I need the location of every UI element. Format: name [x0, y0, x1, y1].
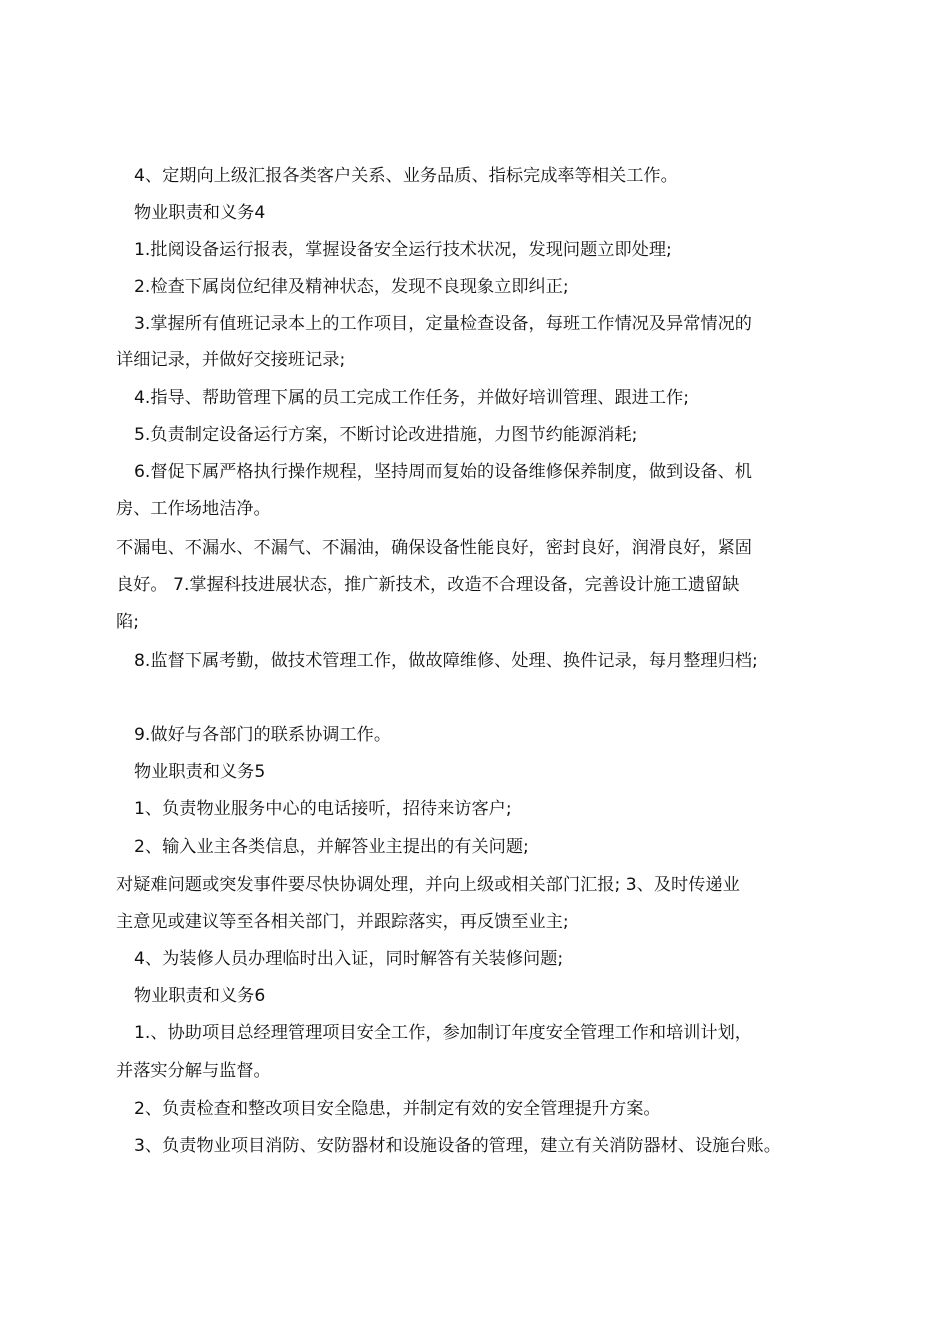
text-line: 2.检查下属岗位纪律及精神状态，发现不良现象立即纠正; — [134, 277, 569, 297]
text-line: 4.指导、帮助管理下属的员工完成工作任务，并做好培训管理、跟进工作; — [134, 388, 690, 408]
section-heading: 物业职责和义务5 — [134, 762, 266, 782]
text-line: 良好。 7.掌握科技进展状态，推广新技术，改造不合理设备，完善设计施工遗留缺 — [116, 575, 740, 595]
text-line: 主意见或建议等至各相关部门，并跟踪落实，再反馈至业主; — [116, 912, 569, 932]
text-line: 5.负责制定设备运行方案，不断讨论改进措施，力图节约能源消耗; — [134, 425, 638, 445]
text-line: 3、负责物业项目消防、安防器材和设施设备的管理，建立有关消防器材、设施台账。 — [134, 1136, 781, 1156]
text-line: 2、输入业主各类信息，并解答业主提出的有关问题; — [134, 837, 529, 857]
text-line: 并落实分解与监督。 — [116, 1061, 271, 1081]
text-line: 对疑难问题或突发事件要尽快协调处理，并向上级或相关部门汇报; 3、及时传递业 — [116, 875, 740, 895]
text-line: 1.、协助项目总经理管理项目安全工作，参加制订年度安全管理工作和培训计划， — [134, 1023, 752, 1043]
text-line: 不漏电、不漏水、不漏气、不漏油，确保设备性能良好，密封良好，润滑良好，紧固 — [116, 538, 752, 558]
text-line: 4、为装修人员办理临时出入证，同时解答有关装修问题; — [134, 949, 564, 969]
section-heading: 物业职责和义务4 — [134, 203, 266, 223]
text-line: 详细记录，并做好交接班记录; — [116, 350, 346, 370]
text-line: 2、负责检查和整改项目安全隐患，并制定有效的安全管理提升方案。 — [134, 1099, 661, 1119]
text-line: 房、工作场地洁净。 — [116, 499, 271, 519]
text-line: 6.督促下属严格执行操作规程，坚持周而复始的设备维修保养制度，做到设备、机 — [134, 462, 752, 482]
text-line: 陷; — [116, 612, 139, 632]
text-line: 4、定期向上级汇报各类客户关系、业务品质、指标完成率等相关工作。 — [134, 166, 678, 186]
section-heading: 物业职责和义务6 — [134, 986, 266, 1006]
text-line: 8.监督下属考勤，做技术管理工作，做故障维修、处理、换件记录，每月整理归档; — [134, 651, 758, 671]
text-line: 9.做好与各部门的联系协调工作。 — [134, 725, 392, 745]
text-line: 1、负责物业服务中心的电话接听，招待来访客户; — [134, 799, 512, 819]
text-line: 3.掌握所有值班记录本上的工作项目，定量检查设备，每班工作情况及异常情况的 — [134, 314, 752, 334]
text-line: 1.批阅设备运行报表，掌握设备安全运行技术状况，发现问题立即处理; — [134, 240, 672, 260]
